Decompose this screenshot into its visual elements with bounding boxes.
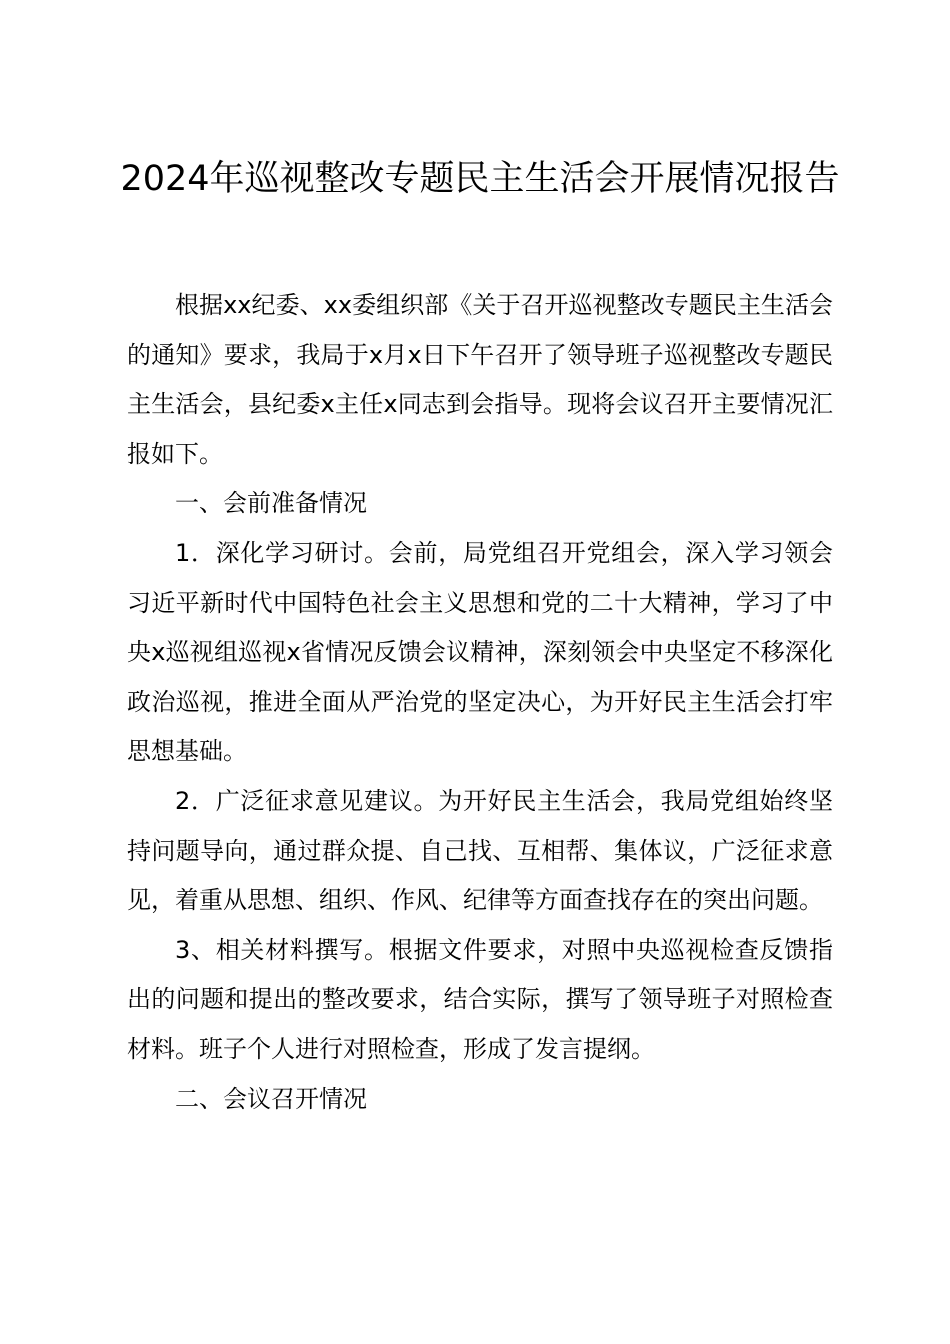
document-body xyxy=(127,281,833,1124)
section-heading-preparation: 一、会前准备情况 xyxy=(175,489,367,518)
document-title: 2024年巡视整改专题民主生活会开展情况报告 xyxy=(120,159,840,199)
intro-paragraph: 根据xx纪委、xx委组织部《关于召开巡视整改专题民主生活会的通知》要求，我局于x月x日下午召开了领导班子巡视整改专题民主生活会，县纪委x主任x同志到会指导。现将会议召开主要情况汇报如下。 xyxy=(127,291,833,468)
section-heading-meeting: 二、会议召开情况 xyxy=(175,1084,367,1113)
paragraph-materials: 3、相关材料撰写。根据文件要求，对照中央巡视检查反馈指出的问题和提出的整改要求，结合实际，撰写了领导班子对照检查材料。班子个人进行对照检查，形成了发言提纲。 xyxy=(127,935,833,1063)
paragraph-opinions: 2．广泛征求意见建议。为开好民主生活会，我局党组始终坚持问题导向，通过群众提、自己找、互相帮、集体议，广泛征求意见，着重从思想、组织、作风、纪律等方面查找存在的突出问题。 xyxy=(127,786,833,915)
paragraph-study: 1．深化学习研讨。会前，局党组召开党组会，深入学习领会习近平新时代中国特色社会主义思想和党的二十大精神，学习了中央x巡视组巡视x省情况反馈会议精神，深刻领会中央坚定不移深化政治巡视，推进全面从严治党的坚定决心，为开好民主生活会打牢思想基础。 xyxy=(127,538,833,766)
